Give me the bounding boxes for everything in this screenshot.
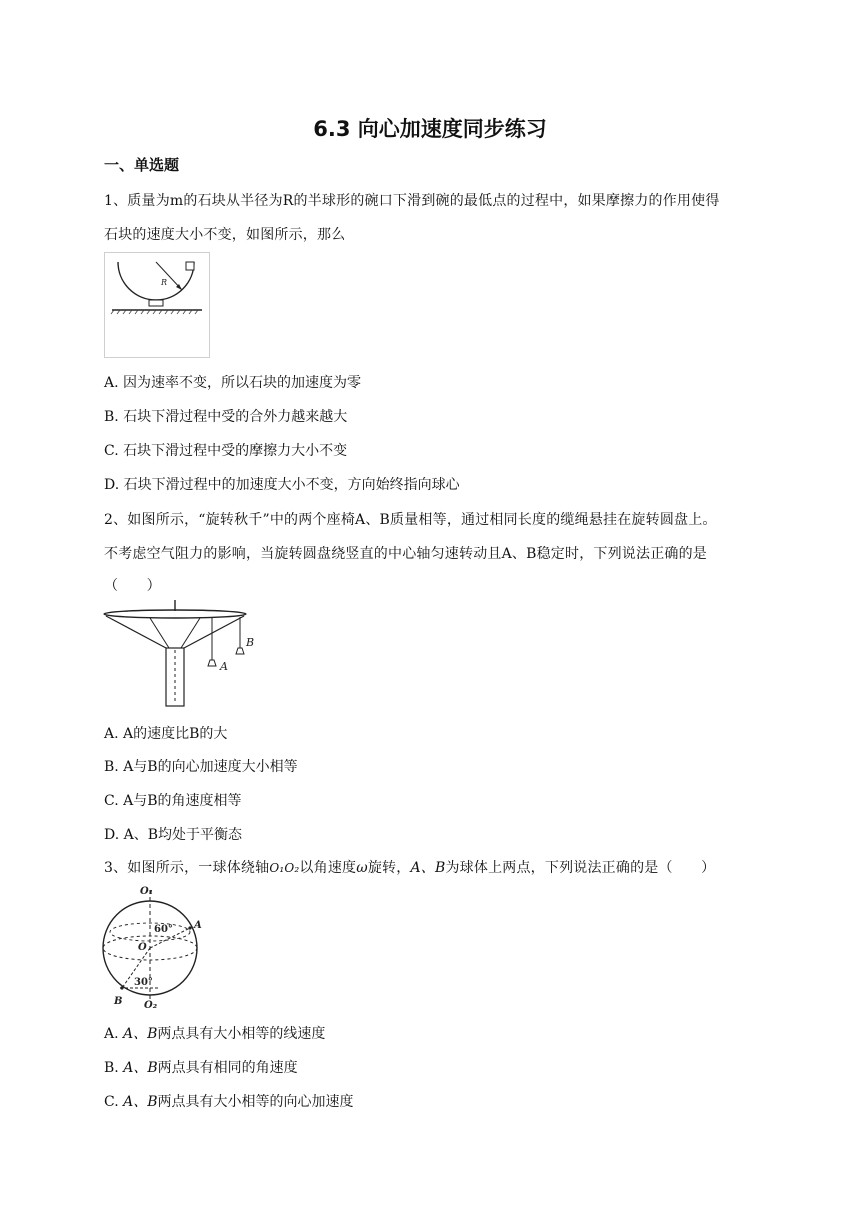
q3-option-c-points: A、B <box>123 1094 158 1110</box>
q3-option-a-prefix: A. <box>104 1026 124 1042</box>
q3-option-b <box>104 1057 298 1077</box>
page-title: 6.3 向心加速度同步练习 <box>313 117 547 141</box>
q2-stem-line-1: 2、如图所示，“旋转秋千”中的两个座椅A、B质量相等，通过相同长度的缆绳悬挂在旋转圆盘上。 <box>104 512 717 528</box>
q3-omega-symbol: ω <box>356 860 368 876</box>
q3-label-60deg: 60° <box>154 924 173 935</box>
q3-stem-line-1 <box>104 857 715 877</box>
q3-option-b-points: A、B <box>123 1060 158 1076</box>
q2-option-c: C. A与B的角速度相等 <box>104 793 242 809</box>
section-heading: 一、单选题 <box>104 156 180 174</box>
q2-stem-line-2: 不考虑空气阻力的影响，当旋转圆盘绕竖直的中心轴匀速转动且A、B稳定时，下列说法正确的是 <box>104 546 707 562</box>
q2-option-a: A. A的速度比B的大 <box>104 726 228 742</box>
q2-label-a: A <box>220 660 228 673</box>
q1-stem-line-1: 1、质量为m的石块从半径为R的半球形的碗口下滑到碗的最低点的过程中，如果摩擦力的作用使得 <box>104 193 720 209</box>
q3-label-o: O <box>138 942 147 953</box>
q3-label-b: B <box>114 996 123 1007</box>
q2-option-b: B. A与B的向心加速度大小相等 <box>104 759 298 775</box>
q1-option-d: D. 石块下滑过程中的加速度大小不变，方向始终指向球心 <box>104 477 460 493</box>
q3-axis-label: O₁O₂ <box>269 861 300 875</box>
q3-option-a-points: A、B <box>123 1026 158 1042</box>
q2-stem-line-3: （ ） <box>104 578 161 594</box>
q3-label-30deg: 30° <box>134 977 153 988</box>
q1-radius-label: R <box>161 278 168 287</box>
q2-swing-figure <box>100 598 260 710</box>
q3-option-c <box>104 1091 354 1111</box>
q3-option-c-text: 两点具有大小相等的向心加速度 <box>157 1094 354 1110</box>
q3-stem-part-1: 3、如图所示，一球体绕轴 <box>104 860 270 876</box>
q3-option-a <box>104 1023 325 1043</box>
q3-points-label: A、B <box>410 860 446 876</box>
q3-label-o2: O₂ <box>144 1000 158 1010</box>
q3-option-c-prefix: C. <box>104 1094 124 1110</box>
q1-option-a: A. 因为速率不变，所以石块的加速度为零 <box>104 375 362 391</box>
q1-option-c: C. 石块下滑过程中受的摩擦力大小不变 <box>104 443 348 459</box>
q3-option-b-text: 两点具有相同的角速度 <box>157 1060 298 1076</box>
q3-option-a-text: 两点具有大小相等的线速度 <box>157 1026 326 1042</box>
q3-stem-part-3: 旋转， <box>367 860 411 876</box>
q3-stem-part-2: 以角速度 <box>299 860 357 876</box>
q1-bowl-figure <box>104 252 210 358</box>
q3-label-o1: O₁ <box>140 886 154 897</box>
q3-sphere-figure <box>100 882 212 1010</box>
q1-stem-line-2: 石块的速度大小不变，如图所示，那么 <box>104 227 346 243</box>
q1-option-b: B. 石块下滑过程中受的合外力越来越大 <box>104 409 348 425</box>
q3-option-b-prefix: B. <box>104 1060 124 1076</box>
q2-option-d: D. A、B均处于平衡态 <box>104 827 243 843</box>
q3-stem-part-4: 为球体上两点，下列说法正确的是（ ） <box>445 860 716 876</box>
q2-label-b: B <box>246 636 255 649</box>
q3-label-a: A <box>194 920 202 931</box>
